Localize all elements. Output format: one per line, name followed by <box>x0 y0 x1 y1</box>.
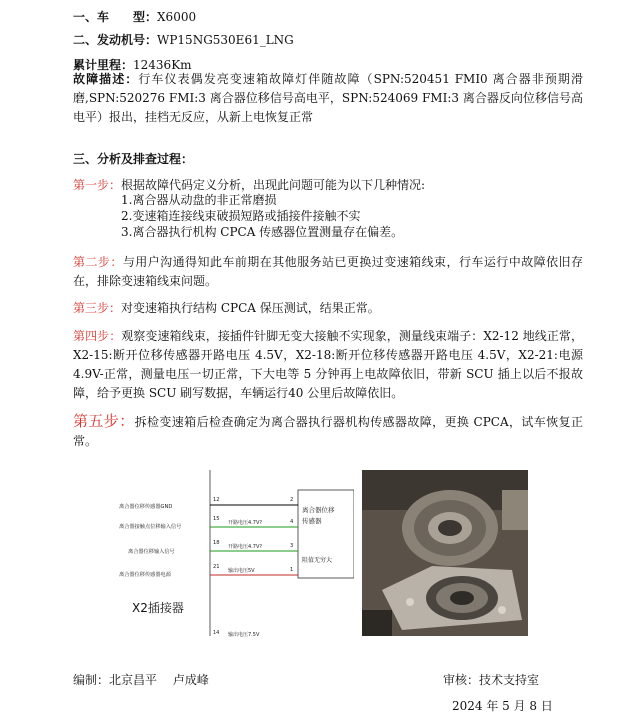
reviewer-info: 审核：技术支持室 <box>443 673 540 687</box>
clutch-actuator-photo <box>362 470 528 636</box>
engine-label: 二、发动机号： <box>73 33 158 47</box>
sensor-box-label-3: 阻值无穷大 <box>302 557 333 564</box>
bottom-signal: 输出电压7.5V <box>228 632 260 638</box>
diagram-row-pin: 18 <box>213 540 220 546</box>
step2 <box>73 253 583 291</box>
model-label: 一、车 型： <box>73 10 158 24</box>
step4-text: 观察变速箱线束，接插件针脚无变大接触不实现象，测量线束端子：X2-12 地线正常，X2-15:断开位移传感器开路电压 4.5V，X2-18:断开位移传感器开路电压 4.5V，X2-21:电源 4.9V-正常，测量电压一切正常，下大电等 5 分钟再上电故障依旧，带新 SCU 插上以后不报故障，给予更换 SCU 刷写数据，车辆运行40 公里后故障依旧。 <box>73 329 583 400</box>
diagram-row-pin-right: 3 <box>290 543 294 549</box>
model-value: X6000 <box>157 10 197 24</box>
step1-item-1: 1.离合器从动盘的非正常磨损 <box>121 193 277 207</box>
diagram-row-pin: 21 <box>213 564 220 570</box>
diagram-row-label: 离合器位移传感器电源 <box>119 572 171 578</box>
step1-item-2: 2.变速箱连接线束破损短路或插接件接触不实 <box>121 209 361 223</box>
connector-label: X2插接器 <box>132 601 184 615</box>
engine-value: WP15NG530E61_LNG <box>157 33 294 47</box>
diagram-row-pin-right: 2 <box>290 497 294 503</box>
step3-text: 对变速箱执行结构 CPCA 保压测试，结果正常。 <box>121 301 380 315</box>
step3 <box>73 299 380 316</box>
step1-item-3: 3.离合器执行机构 CPCA 传感器位置测量存在偏差。 <box>121 225 404 239</box>
diagram-row-signal: 开路电压4.7V? <box>228 544 263 550</box>
wiring-diagram <box>118 468 354 638</box>
step1-text: 根据故障代码定义分析，出现此问题可能为以下几种情况: <box>121 178 426 192</box>
editor-info: 编制：北京昌平 卢成峰 <box>73 673 209 687</box>
diagram-row-pin: 12 <box>213 497 220 503</box>
step5-label: 第五步： <box>73 412 135 430</box>
diagram-row-signal: 输出电压5V <box>228 568 255 574</box>
diagram-row-pin: 15 <box>213 516 220 522</box>
diagram-row-label: 离合器位移输入信号 <box>128 549 175 555</box>
step5 <box>73 412 583 451</box>
fault-description <box>73 70 583 127</box>
step3-label: 第三步： <box>73 301 122 315</box>
sensor-box-label-1: 离合器位移 <box>302 506 335 514</box>
diagram-row-pin-right: 4 <box>290 519 294 525</box>
diagram-row-pin-right: 1 <box>290 567 294 573</box>
fault-label: 故障描述： <box>73 72 139 86</box>
fault-text: 行车仪表偶发亮变速箱故障灯伴随故障（SPN:520451 FMI0 离合器非预期滑磨,SPN:520276 FMI:3 离合器位移信号高电平，SPN:524069 FMI:3 离合器反向位移信号高电平）报出，挂档无反应，从新上电恢复正常 <box>73 72 583 124</box>
step4 <box>73 327 583 403</box>
step1-label: 第一步： <box>73 178 122 192</box>
vehicle-model-line <box>73 8 196 25</box>
diagram-row-label: 离合器接触点位移输入信号 <box>119 524 182 530</box>
diagram-row-label: 离合器位移传感器GND <box>119 504 173 510</box>
mileage-value: 12436Km <box>133 58 192 72</box>
analysis-title: 三、分析及排查过程： <box>73 152 194 166</box>
diagram-row-signal: 开路电压4.7V? <box>228 520 263 526</box>
step2-label: 第二步： <box>73 255 123 269</box>
step2-text: 与用户沟通得知此车前期在其他服务站已更换过变速箱线束，行车运行中故障依旧存在，排除变速箱线束问题。 <box>73 255 583 288</box>
step5-text: 拆检变速箱后检查确定为离合器执行器机构传感器故障，更换 CPCA，试车恢复正常。 <box>73 415 583 448</box>
bottom-pin: 14 <box>213 630 220 636</box>
sensor-box <box>298 490 354 578</box>
mileage-label: 累计里程： <box>73 58 134 72</box>
engine-number-line <box>73 31 294 48</box>
step4-label: 第四步： <box>73 329 122 343</box>
sensor-box-label-2: 传感器 <box>302 517 322 525</box>
report-date: 2024 年 5 月 8 日 <box>452 699 553 713</box>
